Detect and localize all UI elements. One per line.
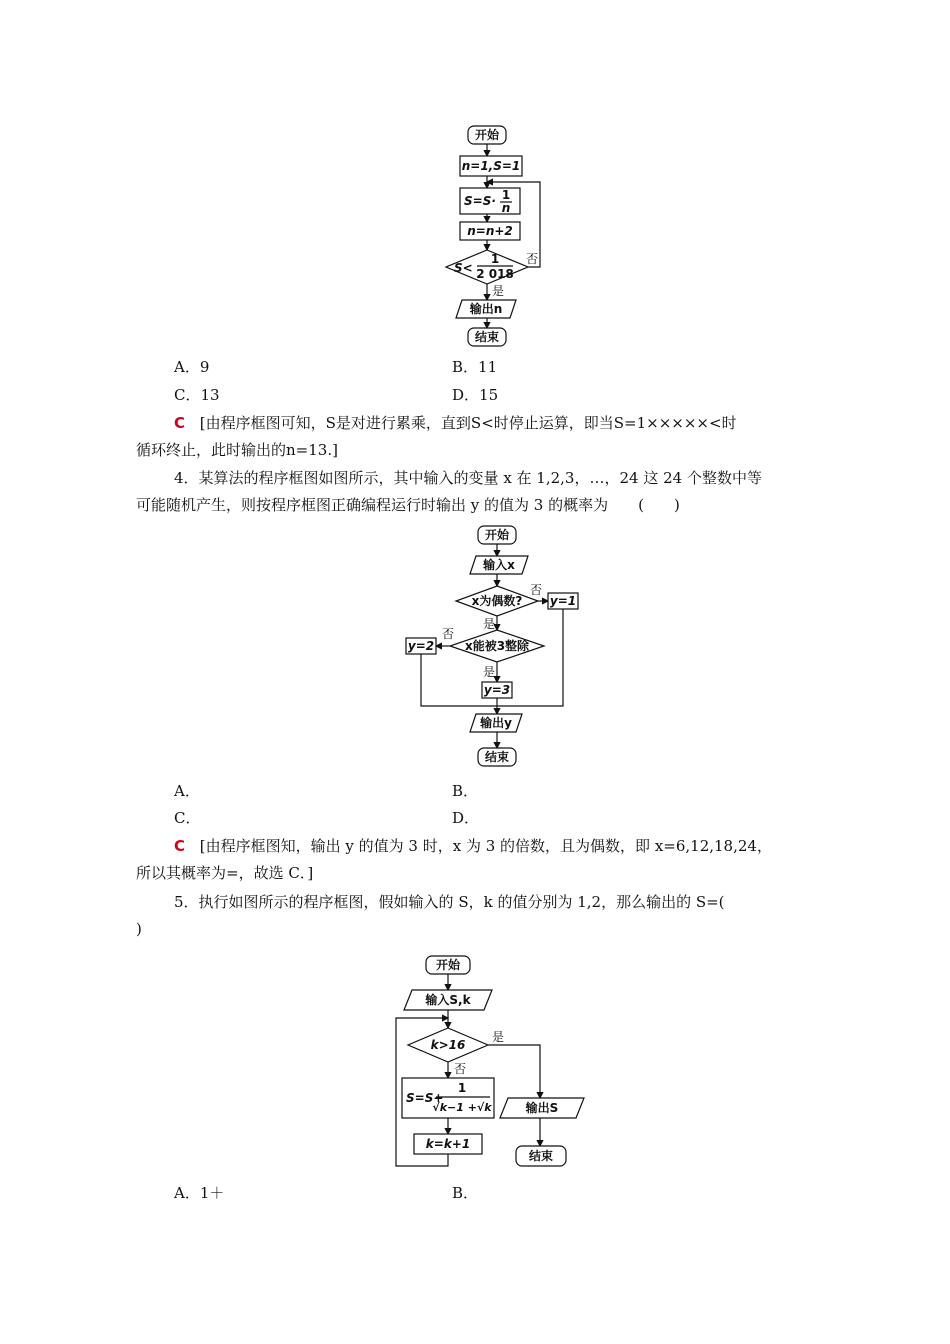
q4-yes2-label: 是 xyxy=(483,665,496,679)
q4-y1-label: y=1 xyxy=(549,594,577,608)
q4-stem-line2: 可能随机产生，则按程序框图正确编程运行时输出 y 的值为 3 的概率为 ( ) xyxy=(136,496,680,514)
q5-end-label: 结束 xyxy=(528,1149,554,1163)
q3-no-label: 否 xyxy=(526,252,539,266)
q4-stem-line1: 4．某算法的程序框图如图所示，其中输入的变量 x 在 1,2,3，…，24 这 24 个整数中等 xyxy=(174,469,762,487)
q4-input-label: 输入x xyxy=(483,558,515,572)
q3-output-label: 输出n xyxy=(469,302,503,316)
q3-cond-den: 2 018 xyxy=(476,267,514,281)
q5-flowchart xyxy=(392,950,592,1176)
q4-option-a: A． xyxy=(174,782,200,800)
q5-cond-label: k>16 xyxy=(430,1038,466,1052)
q3-end-label: 结束 xyxy=(474,330,500,344)
q4-no2-label: 否 xyxy=(442,627,455,641)
q3-assign-den: n xyxy=(501,201,511,215)
q3-assign-left: S=S· xyxy=(464,194,496,208)
q3-yes-label: 是 xyxy=(492,284,505,298)
q5-start-label: 开始 xyxy=(435,958,461,972)
q3-step-label: n=n+2 xyxy=(467,224,513,238)
q3-cond-left: S< xyxy=(454,261,473,275)
q4-flowchart xyxy=(398,520,588,772)
q3-answer-line xyxy=(174,413,737,433)
q5-yes-label: 是 xyxy=(492,1030,505,1044)
q4-option-d: D． xyxy=(452,809,480,827)
q4-explanation-line2: 所以其概率为=，故选 C．] xyxy=(136,864,314,882)
q4-y2-label: y=2 xyxy=(407,639,435,653)
q5-output-label: 输出S xyxy=(525,1101,559,1115)
q3-option-d: D．15 xyxy=(452,386,499,404)
q3-option-a: A．9 xyxy=(174,358,210,376)
q3-answer-letter: C xyxy=(174,414,186,432)
q4-end-label: 结束 xyxy=(484,750,510,764)
q4-answer-letter: C xyxy=(174,837,186,855)
q3-cond-num: 1 xyxy=(490,252,500,266)
q3-explanation-line2: 循环终止，此时输出的n=13.] xyxy=(136,441,338,459)
q5-assign-den: √k−1 +√k xyxy=(432,1101,492,1114)
q5-assign-left: S=S+ xyxy=(406,1091,444,1105)
q5-input-label: 输入S,k xyxy=(425,993,471,1007)
q4-option-b: B． xyxy=(452,782,479,800)
q4-answer-line xyxy=(174,836,772,856)
q4-option-c: C． xyxy=(174,809,201,827)
q4-cond2-label: x能被3整除 xyxy=(464,639,530,653)
q5-no-label: 否 xyxy=(454,1062,467,1076)
q3-assign-num: 1 xyxy=(501,188,511,202)
q3-init-label: n=1,S=1 xyxy=(461,159,521,173)
q3-flowchart xyxy=(440,120,550,350)
q4-no1-label: 否 xyxy=(530,583,543,597)
q3-explanation-line1: [由程序框图可知，S是对进行累乘，直到S<时停止运算，即当S=1×××××<时 xyxy=(199,414,737,432)
q5-option-a: A．1＋ xyxy=(174,1184,225,1202)
q5-stem-line2: ) xyxy=(136,920,142,938)
q5-option-b: B． xyxy=(452,1184,479,1202)
q5-step-label: k=k+1 xyxy=(425,1137,471,1151)
q5-stem-line1: 5．执行如图所示的程序框图，假如输入的 S，k 的值分别为 1,2，那么输出的 S=( xyxy=(174,893,725,911)
q4-cond1-label: x为偶数? xyxy=(471,594,523,608)
q4-yes1-label: 是 xyxy=(483,617,496,631)
q5-assign-num: 1 xyxy=(457,1081,467,1095)
q3-option-c: C．13 xyxy=(174,386,220,404)
q3-option-b: B．11 xyxy=(452,358,498,376)
q4-start-label: 开始 xyxy=(484,528,510,542)
q4-output-label: 输出y xyxy=(480,716,512,730)
q4-y3-label: y=3 xyxy=(483,683,511,697)
q3-start-label: 开始 xyxy=(474,128,500,142)
q4-explanation-line1: [由程序框图知，输出 y 的值为 3 时，x 为 3 的倍数，且为偶数，即 x=6,12,18,24， xyxy=(199,837,772,855)
